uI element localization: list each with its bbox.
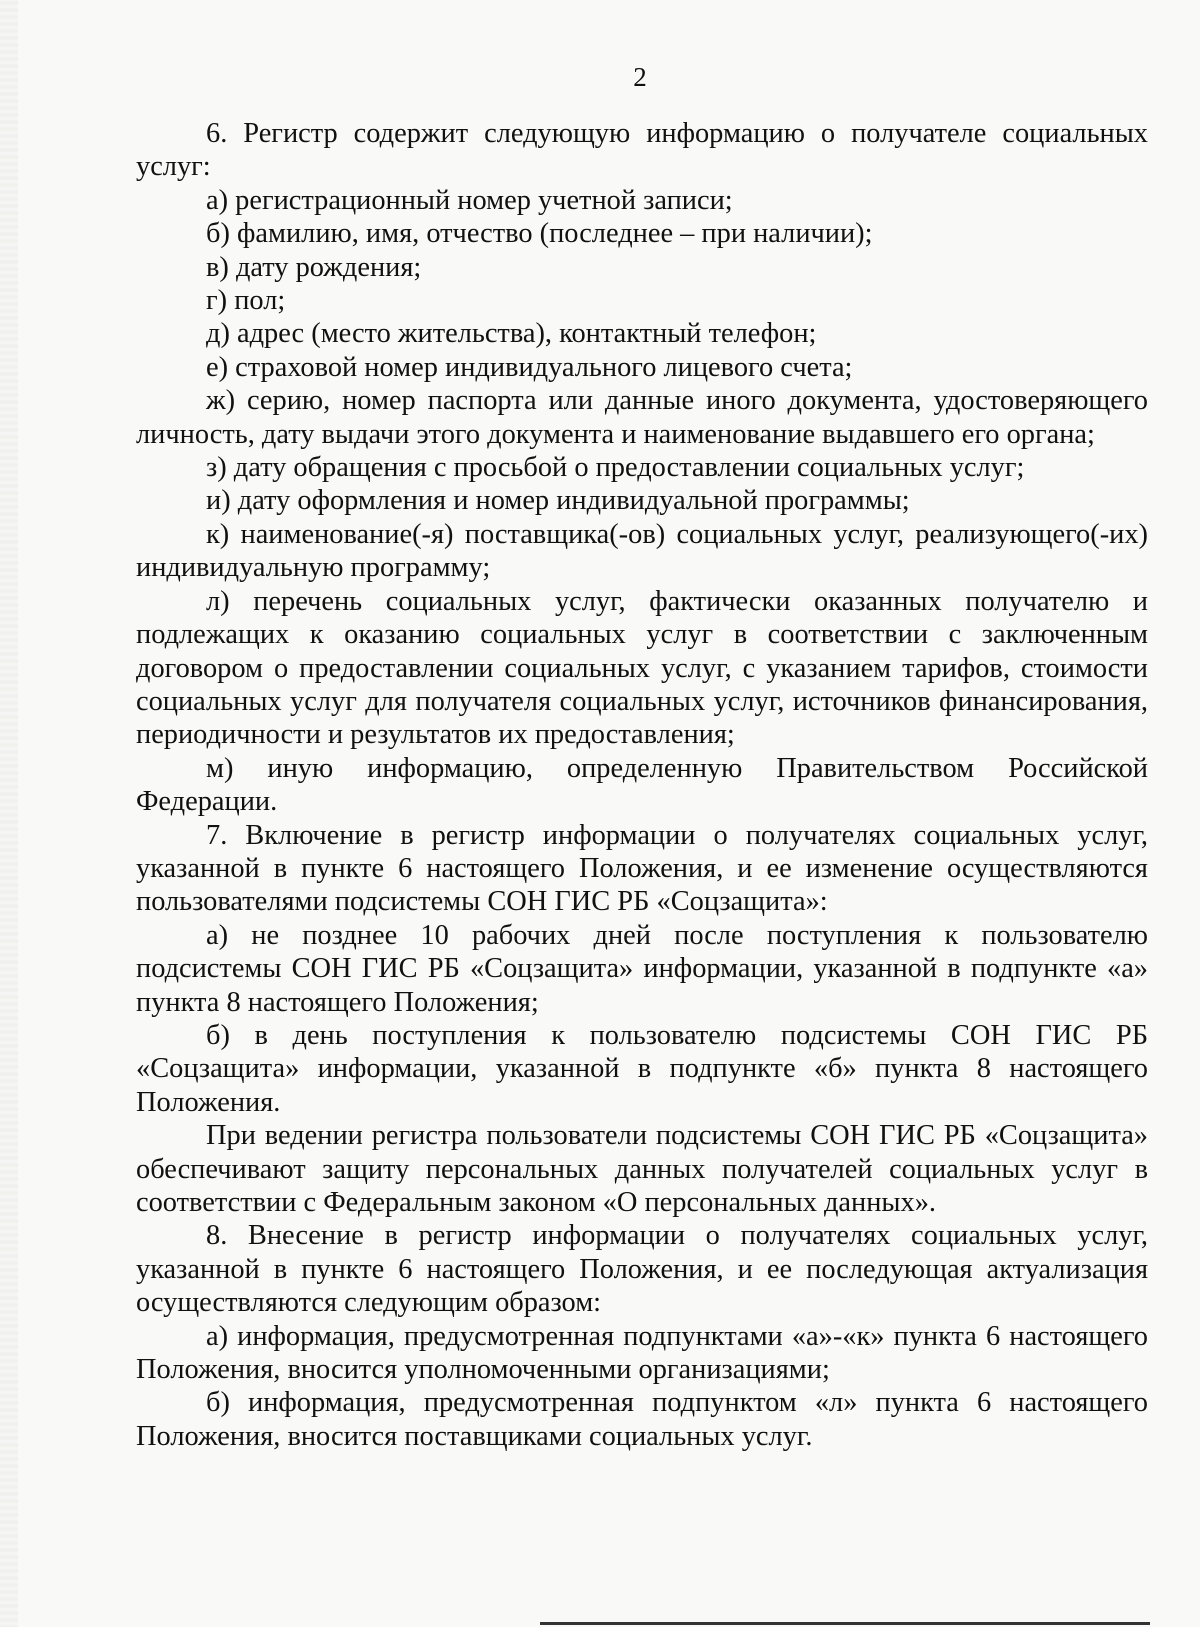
- paragraph-6i: и) дату оформления и номер индивидуальной программы;: [206, 485, 910, 517]
- paragraph-7-register: При ведении регистра пользователи подсистемы СОН ГИС РБ «Соцзащита» обеспечивают защиту персональных данных получателей социальных услуг в соответствии с Федеральным законом «О персональных данных».: [136, 1120, 1148, 1218]
- paragraph-6g: г) пол;: [206, 285, 286, 317]
- paragraph-7b: б) в день поступления к пользователю подсистемы СОН ГИС РБ «Соцзащита» информации, указанной в подпункте «б» пункта 8 настоящего Положения.: [136, 1019, 1148, 1118]
- paragraph-6l: л) перечень социальных услуг, фактически оказанных получателю и подлежащих к оказанию социальных услуг в соответствии с заключенным договором о предоставлении социальных услуг, с указанием тарифов, стоимости социальных услуг для получателя социальных услуг, источников финансирования, периодичности и результатов их предоставления;: [136, 585, 1148, 751]
- document-body: [136, 117, 1148, 1453]
- paragraph-6e: е) страховой номер индивидуального лицевого счета;: [206, 351, 853, 383]
- paragraph-6zh: ж) серию, номер паспорта или данные иного документа, удостоверяющего личность, дату выдачи этого документа и наименование выдавшего его органа;: [136, 385, 1148, 450]
- scan-edge-noise: [0, 0, 18, 1627]
- paragraph-6m: м) иную информацию, определенную Правительством Российской Федерации.: [136, 752, 1148, 818]
- paragraph-8: 8. Внесение в регистр информации о получателях социальных услуг, указанной в пункте 6 настоящего Положения, и ее последующая актуализация осуществляются следующим образом:: [136, 1220, 1148, 1319]
- page-number: 2: [633, 62, 647, 92]
- paragraph-8a: а) информация, предусмотренная подпунктами «а»-«к» пункта 6 настоящего Положения, вносится уполномоченными организациями;: [136, 1320, 1148, 1386]
- paragraph-7: 7. Включение в регистр информации о получателях социальных услуг, указанной в пункте 6 настоящего Положения, и ее изменение осуществляются пользователями подсистемы СОН ГИС РБ «Соцзащита»:: [136, 819, 1148, 918]
- paragraph-6b: б) фамилию, имя, отчество (последнее – при наличии);: [206, 218, 873, 250]
- paragraph-6k: к) наименование(-я) поставщика(-ов) социальных услуг, реализующего(-их) индивидуальную программу;: [136, 518, 1148, 584]
- paragraph-6v: в) дату рождения;: [206, 251, 422, 283]
- paragraph-6a: а) регистрационный номер учетной записи;: [206, 184, 733, 216]
- paragraph-6d: д) адрес (место жительства), контактный телефон;: [206, 318, 817, 350]
- paragraph-6z: з) дату обращения с просьбой о предоставлении социальных услуг;: [206, 452, 1025, 484]
- paragraph-6: 6. Регистр содержит следующую информацию о получателе социальных услуг:: [136, 118, 1148, 183]
- bottom-edge-line: [540, 1622, 1150, 1625]
- paragraph-7a: а) не позднее 10 рабочих дней после поступления к пользователю подсистемы СОН ГИС РБ «Соцзащита» информации, указанной в подпункте «а» пункта 8 настоящего Положения;: [136, 919, 1148, 1018]
- paragraph-8b: б) информация, предусмотренная подпунктом «л» пункта 6 настоящего Положения, вносится поставщиками социальных услуг.: [136, 1387, 1148, 1452]
